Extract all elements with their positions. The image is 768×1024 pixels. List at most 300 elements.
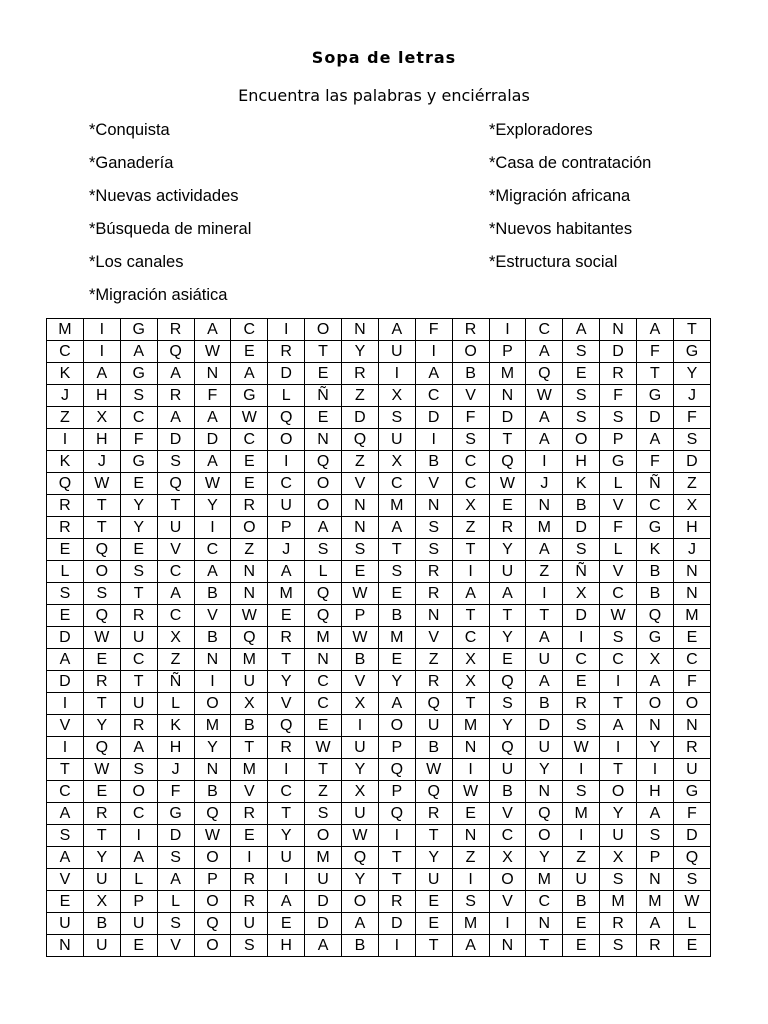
grid-cell[interactable]: A: [637, 429, 674, 451]
grid-cell[interactable]: L: [47, 561, 84, 583]
grid-cell[interactable]: Q: [342, 847, 379, 869]
grid-cell[interactable]: A: [305, 517, 342, 539]
grid-cell[interactable]: D: [157, 429, 194, 451]
grid-cell[interactable]: D: [673, 825, 710, 847]
grid-cell[interactable]: Z: [526, 561, 563, 583]
grid-cell[interactable]: E: [305, 363, 342, 385]
grid-cell[interactable]: S: [600, 407, 637, 429]
grid-cell[interactable]: A: [83, 363, 120, 385]
grid-cell[interactable]: U: [231, 671, 268, 693]
grid-cell[interactable]: A: [194, 407, 231, 429]
grid-cell[interactable]: T: [415, 935, 452, 957]
grid-cell[interactable]: S: [47, 825, 84, 847]
grid-cell[interactable]: A: [120, 737, 157, 759]
grid-cell[interactable]: S: [120, 385, 157, 407]
grid-cell[interactable]: S: [637, 825, 674, 847]
grid-cell[interactable]: T: [415, 825, 452, 847]
grid-cell[interactable]: X: [83, 407, 120, 429]
grid-cell[interactable]: X: [563, 583, 600, 605]
grid-cell[interactable]: A: [378, 319, 415, 341]
grid-cell[interactable]: T: [83, 495, 120, 517]
grid-cell[interactable]: N: [489, 935, 526, 957]
grid-cell[interactable]: E: [563, 363, 600, 385]
grid-cell[interactable]: B: [637, 561, 674, 583]
grid-cell[interactable]: J: [526, 473, 563, 495]
grid-cell[interactable]: T: [268, 649, 305, 671]
grid-cell[interactable]: T: [83, 825, 120, 847]
grid-cell[interactable]: V: [489, 891, 526, 913]
grid-cell[interactable]: S: [600, 627, 637, 649]
grid-cell[interactable]: C: [526, 891, 563, 913]
grid-cell[interactable]: R: [157, 385, 194, 407]
grid-cell[interactable]: M: [637, 891, 674, 913]
grid-cell[interactable]: R: [231, 869, 268, 891]
grid-cell[interactable]: O: [378, 715, 415, 737]
grid-cell[interactable]: N: [673, 715, 710, 737]
grid-cell[interactable]: E: [378, 583, 415, 605]
grid-cell[interactable]: Q: [415, 781, 452, 803]
grid-cell[interactable]: Q: [268, 715, 305, 737]
grid-cell[interactable]: Y: [194, 495, 231, 517]
grid-cell[interactable]: Ñ: [637, 473, 674, 495]
grid-cell[interactable]: E: [305, 407, 342, 429]
grid-cell[interactable]: L: [673, 913, 710, 935]
grid-cell[interactable]: E: [415, 913, 452, 935]
grid-cell[interactable]: F: [637, 451, 674, 473]
grid-cell[interactable]: M: [231, 649, 268, 671]
grid-cell[interactable]: B: [83, 913, 120, 935]
grid-cell[interactable]: B: [563, 495, 600, 517]
grid-cell[interactable]: D: [268, 363, 305, 385]
grid-cell[interactable]: D: [526, 715, 563, 737]
grid-cell[interactable]: N: [194, 759, 231, 781]
grid-cell[interactable]: D: [378, 913, 415, 935]
grid-cell[interactable]: C: [120, 803, 157, 825]
grid-cell[interactable]: A: [378, 693, 415, 715]
grid-cell[interactable]: W: [83, 627, 120, 649]
grid-cell[interactable]: A: [526, 671, 563, 693]
grid-cell[interactable]: Ñ: [305, 385, 342, 407]
grid-cell[interactable]: Ñ: [157, 671, 194, 693]
grid-cell[interactable]: C: [415, 385, 452, 407]
grid-cell[interactable]: U: [120, 693, 157, 715]
grid-cell[interactable]: A: [157, 583, 194, 605]
grid-cell[interactable]: F: [673, 407, 710, 429]
grid-cell[interactable]: X: [157, 627, 194, 649]
grid-cell[interactable]: G: [600, 451, 637, 473]
grid-cell[interactable]: D: [600, 341, 637, 363]
grid-cell[interactable]: U: [83, 869, 120, 891]
grid-cell[interactable]: F: [600, 517, 637, 539]
grid-cell[interactable]: Ñ: [563, 561, 600, 583]
grid-cell[interactable]: Q: [489, 451, 526, 473]
grid-cell[interactable]: T: [47, 759, 84, 781]
grid-cell[interactable]: U: [120, 913, 157, 935]
grid-cell[interactable]: P: [194, 869, 231, 891]
grid-cell[interactable]: A: [526, 539, 563, 561]
grid-cell[interactable]: D: [305, 913, 342, 935]
grid-cell[interactable]: M: [378, 495, 415, 517]
grid-cell[interactable]: W: [194, 825, 231, 847]
grid-cell[interactable]: V: [194, 605, 231, 627]
grid-cell[interactable]: N: [526, 781, 563, 803]
grid-cell[interactable]: J: [673, 539, 710, 561]
grid-cell[interactable]: S: [157, 451, 194, 473]
grid-cell[interactable]: D: [489, 407, 526, 429]
grid-cell[interactable]: F: [120, 429, 157, 451]
grid-cell[interactable]: S: [563, 385, 600, 407]
grid-cell[interactable]: I: [563, 825, 600, 847]
grid-cell[interactable]: U: [342, 803, 379, 825]
grid-cell[interactable]: I: [415, 341, 452, 363]
grid-cell[interactable]: X: [452, 649, 489, 671]
grid-cell[interactable]: X: [378, 451, 415, 473]
grid-cell[interactable]: B: [194, 583, 231, 605]
grid-cell[interactable]: Z: [47, 407, 84, 429]
grid-cell[interactable]: E: [305, 715, 342, 737]
grid-cell[interactable]: S: [600, 935, 637, 957]
grid-cell[interactable]: O: [194, 891, 231, 913]
grid-cell[interactable]: Z: [305, 781, 342, 803]
grid-cell[interactable]: I: [268, 869, 305, 891]
grid-cell[interactable]: H: [637, 781, 674, 803]
grid-cell[interactable]: E: [563, 671, 600, 693]
grid-cell[interactable]: O: [305, 319, 342, 341]
grid-cell[interactable]: M: [526, 869, 563, 891]
grid-cell[interactable]: O: [194, 935, 231, 957]
grid-cell[interactable]: A: [120, 341, 157, 363]
grid-cell[interactable]: I: [268, 451, 305, 473]
grid-cell[interactable]: T: [637, 363, 674, 385]
grid-cell[interactable]: X: [83, 891, 120, 913]
grid-cell[interactable]: T: [673, 319, 710, 341]
grid-cell[interactable]: J: [157, 759, 194, 781]
grid-cell[interactable]: Y: [268, 825, 305, 847]
grid-cell[interactable]: I: [526, 583, 563, 605]
grid-cell[interactable]: T: [83, 517, 120, 539]
grid-cell[interactable]: Q: [194, 913, 231, 935]
grid-cell[interactable]: C: [305, 671, 342, 693]
grid-cell[interactable]: E: [268, 605, 305, 627]
grid-cell[interactable]: Q: [194, 803, 231, 825]
grid-cell[interactable]: W: [452, 781, 489, 803]
grid-cell[interactable]: U: [600, 825, 637, 847]
grid-cell[interactable]: S: [378, 407, 415, 429]
grid-cell[interactable]: V: [600, 561, 637, 583]
grid-cell[interactable]: X: [342, 693, 379, 715]
grid-cell[interactable]: R: [378, 891, 415, 913]
grid-cell[interactable]: T: [452, 539, 489, 561]
grid-cell[interactable]: Q: [231, 627, 268, 649]
grid-cell[interactable]: Q: [526, 803, 563, 825]
grid-cell[interactable]: W: [563, 737, 600, 759]
grid-cell[interactable]: C: [563, 649, 600, 671]
grid-cell[interactable]: E: [120, 473, 157, 495]
grid-cell[interactable]: T: [83, 693, 120, 715]
grid-cell[interactable]: C: [452, 451, 489, 473]
grid-cell[interactable]: C: [231, 319, 268, 341]
grid-cell[interactable]: I: [452, 869, 489, 891]
grid-cell[interactable]: G: [637, 627, 674, 649]
grid-cell[interactable]: V: [231, 781, 268, 803]
grid-cell[interactable]: N: [305, 429, 342, 451]
grid-cell[interactable]: C: [268, 473, 305, 495]
grid-cell[interactable]: C: [600, 583, 637, 605]
grid-cell[interactable]: T: [120, 583, 157, 605]
grid-cell[interactable]: Y: [342, 341, 379, 363]
grid-cell[interactable]: O: [268, 429, 305, 451]
grid-cell[interactable]: R: [83, 671, 120, 693]
grid-cell[interactable]: N: [415, 495, 452, 517]
grid-cell[interactable]: X: [452, 495, 489, 517]
grid-cell[interactable]: A: [526, 429, 563, 451]
grid-cell[interactable]: Y: [268, 671, 305, 693]
grid-cell[interactable]: N: [231, 561, 268, 583]
grid-cell[interactable]: H: [673, 517, 710, 539]
grid-cell[interactable]: E: [231, 341, 268, 363]
grid-cell[interactable]: M: [231, 759, 268, 781]
grid-cell[interactable]: R: [600, 913, 637, 935]
grid-cell[interactable]: O: [563, 429, 600, 451]
grid-cell[interactable]: L: [305, 561, 342, 583]
grid-cell[interactable]: G: [120, 319, 157, 341]
grid-cell[interactable]: H: [563, 451, 600, 473]
grid-cell[interactable]: G: [673, 781, 710, 803]
grid-cell[interactable]: F: [637, 341, 674, 363]
grid-cell[interactable]: O: [305, 473, 342, 495]
grid-cell[interactable]: T: [600, 759, 637, 781]
grid-cell[interactable]: A: [637, 803, 674, 825]
grid-cell[interactable]: U: [489, 561, 526, 583]
grid-cell[interactable]: B: [415, 737, 452, 759]
grid-cell[interactable]: I: [600, 737, 637, 759]
grid-cell[interactable]: C: [231, 429, 268, 451]
grid-cell[interactable]: E: [489, 649, 526, 671]
grid-cell[interactable]: Z: [342, 385, 379, 407]
grid-cell[interactable]: R: [231, 891, 268, 913]
grid-cell[interactable]: F: [157, 781, 194, 803]
grid-cell[interactable]: S: [157, 847, 194, 869]
grid-cell[interactable]: E: [83, 781, 120, 803]
grid-cell[interactable]: I: [452, 561, 489, 583]
grid-cell[interactable]: Y: [120, 517, 157, 539]
grid-cell[interactable]: I: [563, 759, 600, 781]
grid-cell[interactable]: W: [342, 583, 379, 605]
grid-cell[interactable]: F: [673, 671, 710, 693]
grid-cell[interactable]: G: [120, 363, 157, 385]
grid-cell[interactable]: V: [47, 715, 84, 737]
grid-cell[interactable]: Y: [489, 539, 526, 561]
grid-cell[interactable]: T: [305, 759, 342, 781]
grid-cell[interactable]: T: [378, 869, 415, 891]
grid-cell[interactable]: W: [489, 473, 526, 495]
grid-cell[interactable]: O: [194, 847, 231, 869]
grid-cell[interactable]: I: [563, 627, 600, 649]
grid-cell[interactable]: U: [378, 429, 415, 451]
grid-cell[interactable]: H: [157, 737, 194, 759]
grid-cell[interactable]: C: [157, 561, 194, 583]
grid-cell[interactable]: U: [342, 737, 379, 759]
grid-cell[interactable]: Y: [120, 495, 157, 517]
grid-cell[interactable]: B: [194, 781, 231, 803]
grid-cell[interactable]: M: [305, 847, 342, 869]
grid-cell[interactable]: P: [600, 429, 637, 451]
grid-cell[interactable]: A: [268, 561, 305, 583]
grid-cell[interactable]: Q: [378, 759, 415, 781]
grid-cell[interactable]: I: [47, 737, 84, 759]
grid-cell[interactable]: B: [415, 451, 452, 473]
grid-cell[interactable]: B: [231, 715, 268, 737]
grid-cell[interactable]: M: [563, 803, 600, 825]
grid-cell[interactable]: I: [489, 319, 526, 341]
grid-cell[interactable]: P: [342, 605, 379, 627]
grid-cell[interactable]: U: [305, 869, 342, 891]
grid-cell[interactable]: E: [378, 649, 415, 671]
grid-cell[interactable]: I: [600, 671, 637, 693]
grid-cell[interactable]: V: [157, 935, 194, 957]
grid-cell[interactable]: R: [452, 319, 489, 341]
grid-cell[interactable]: Z: [563, 847, 600, 869]
grid-cell[interactable]: N: [600, 319, 637, 341]
grid-cell[interactable]: O: [526, 825, 563, 847]
grid-cell[interactable]: N: [673, 583, 710, 605]
grid-cell[interactable]: R: [231, 495, 268, 517]
grid-cell[interactable]: S: [563, 539, 600, 561]
grid-cell[interactable]: Y: [194, 737, 231, 759]
grid-cell[interactable]: P: [489, 341, 526, 363]
grid-cell[interactable]: A: [563, 319, 600, 341]
grid-cell[interactable]: S: [342, 539, 379, 561]
grid-cell[interactable]: A: [526, 627, 563, 649]
grid-cell[interactable]: S: [563, 341, 600, 363]
grid-cell[interactable]: L: [600, 473, 637, 495]
grid-cell[interactable]: T: [157, 495, 194, 517]
grid-cell[interactable]: M: [47, 319, 84, 341]
grid-cell[interactable]: Q: [489, 737, 526, 759]
grid-cell[interactable]: V: [489, 803, 526, 825]
grid-cell[interactable]: Q: [157, 473, 194, 495]
grid-cell[interactable]: X: [378, 385, 415, 407]
grid-cell[interactable]: D: [47, 671, 84, 693]
grid-cell[interactable]: N: [342, 495, 379, 517]
grid-cell[interactable]: S: [378, 561, 415, 583]
grid-cell[interactable]: M: [526, 517, 563, 539]
grid-cell[interactable]: M: [378, 627, 415, 649]
grid-cell[interactable]: T: [305, 341, 342, 363]
grid-cell[interactable]: U: [231, 913, 268, 935]
grid-cell[interactable]: T: [378, 539, 415, 561]
grid-cell[interactable]: G: [637, 517, 674, 539]
grid-cell[interactable]: D: [673, 451, 710, 473]
grid-cell[interactable]: N: [452, 825, 489, 847]
grid-cell[interactable]: E: [415, 891, 452, 913]
grid-cell[interactable]: A: [231, 363, 268, 385]
grid-cell[interactable]: R: [637, 935, 674, 957]
grid-cell[interactable]: T: [489, 605, 526, 627]
grid-cell[interactable]: L: [600, 539, 637, 561]
grid-cell[interactable]: I: [378, 935, 415, 957]
grid-cell[interactable]: Y: [489, 627, 526, 649]
grid-cell[interactable]: J: [268, 539, 305, 561]
grid-cell[interactable]: Q: [378, 803, 415, 825]
grid-cell[interactable]: Y: [378, 671, 415, 693]
grid-cell[interactable]: P: [120, 891, 157, 913]
grid-cell[interactable]: K: [47, 363, 84, 385]
grid-cell[interactable]: Y: [600, 803, 637, 825]
grid-cell[interactable]: E: [489, 495, 526, 517]
grid-cell[interactable]: U: [268, 847, 305, 869]
grid-cell[interactable]: A: [637, 319, 674, 341]
grid-cell[interactable]: R: [415, 583, 452, 605]
grid-cell[interactable]: E: [231, 473, 268, 495]
grid-cell[interactable]: A: [415, 363, 452, 385]
grid-cell[interactable]: U: [526, 649, 563, 671]
grid-cell[interactable]: Z: [231, 539, 268, 561]
grid-cell[interactable]: H: [268, 935, 305, 957]
grid-cell[interactable]: C: [47, 341, 84, 363]
grid-cell[interactable]: U: [83, 935, 120, 957]
grid-cell[interactable]: V: [342, 671, 379, 693]
grid-cell[interactable]: R: [47, 517, 84, 539]
grid-cell[interactable]: B: [378, 605, 415, 627]
grid-cell[interactable]: N: [526, 913, 563, 935]
grid-cell[interactable]: Q: [268, 407, 305, 429]
grid-cell[interactable]: T: [231, 737, 268, 759]
grid-cell[interactable]: Q: [305, 583, 342, 605]
grid-cell[interactable]: V: [415, 473, 452, 495]
grid-cell[interactable]: A: [47, 803, 84, 825]
grid-cell[interactable]: O: [637, 693, 674, 715]
grid-cell[interactable]: N: [452, 737, 489, 759]
grid-cell[interactable]: A: [452, 583, 489, 605]
grid-cell[interactable]: W: [194, 473, 231, 495]
grid-cell[interactable]: M: [194, 715, 231, 737]
grid-cell[interactable]: T: [489, 429, 526, 451]
grid-cell[interactable]: U: [415, 869, 452, 891]
grid-cell[interactable]: X: [489, 847, 526, 869]
grid-cell[interactable]: J: [673, 385, 710, 407]
grid-cell[interactable]: T: [268, 803, 305, 825]
grid-cell[interactable]: E: [268, 913, 305, 935]
grid-cell[interactable]: I: [231, 847, 268, 869]
grid-cell[interactable]: A: [637, 913, 674, 935]
grid-cell[interactable]: A: [342, 913, 379, 935]
grid-cell[interactable]: S: [83, 583, 120, 605]
grid-cell[interactable]: F: [415, 319, 452, 341]
grid-cell[interactable]: F: [194, 385, 231, 407]
grid-cell[interactable]: O: [83, 561, 120, 583]
grid-cell[interactable]: M: [452, 913, 489, 935]
grid-cell[interactable]: I: [526, 451, 563, 473]
grid-cell[interactable]: M: [305, 627, 342, 649]
grid-cell[interactable]: W: [231, 407, 268, 429]
grid-cell[interactable]: S: [489, 693, 526, 715]
grid-cell[interactable]: D: [305, 891, 342, 913]
grid-cell[interactable]: R: [231, 803, 268, 825]
grid-cell[interactable]: I: [194, 517, 231, 539]
grid-cell[interactable]: A: [452, 935, 489, 957]
grid-cell[interactable]: U: [268, 495, 305, 517]
grid-cell[interactable]: I: [637, 759, 674, 781]
grid-cell[interactable]: R: [489, 517, 526, 539]
grid-cell[interactable]: O: [452, 341, 489, 363]
grid-cell[interactable]: W: [415, 759, 452, 781]
grid-cell[interactable]: X: [452, 671, 489, 693]
grid-cell[interactable]: C: [120, 649, 157, 671]
grid-cell[interactable]: A: [194, 451, 231, 473]
grid-cell[interactable]: W: [673, 891, 710, 913]
grid-cell[interactable]: D: [157, 825, 194, 847]
